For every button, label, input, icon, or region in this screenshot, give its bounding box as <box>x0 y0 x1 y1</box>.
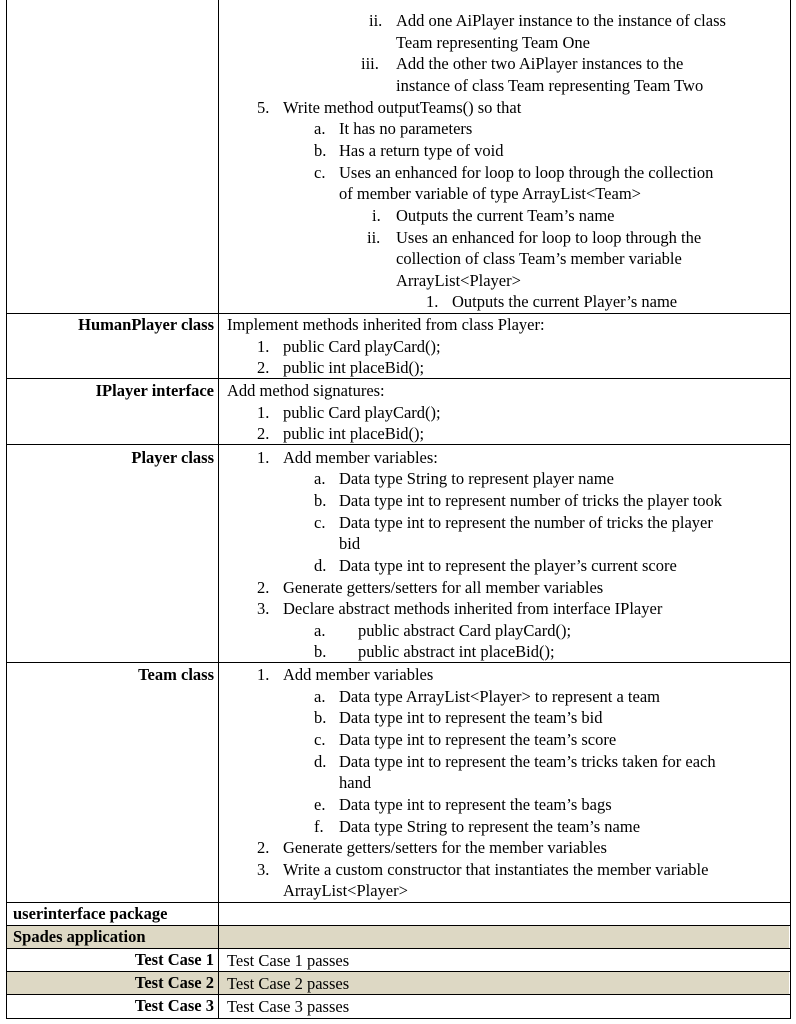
list-marker: d. <box>314 556 327 575</box>
list-item-text: collection of class Team’s member variable <box>396 249 682 268</box>
list-item-text: Data type int to represent the team’s bid <box>339 708 603 727</box>
list-marker: b. <box>314 642 327 661</box>
list-item-text: public Card playCard(); <box>283 337 441 356</box>
row-intro: Add method signatures: <box>227 381 385 400</box>
row-intro: Implement methods inherited from class Player: <box>227 315 545 334</box>
list-item-text: ArrayList<Player> <box>396 271 521 290</box>
list-marker: a. <box>314 119 326 138</box>
list-marker: ii. <box>367 228 381 247</box>
list-marker: a. <box>314 687 326 706</box>
list-item-text: instance of class Team representing Team Two <box>396 76 704 95</box>
list-marker: 3. <box>257 599 270 618</box>
list-item-text: Team representing Team One <box>396 33 590 52</box>
list-marker: e. <box>314 795 326 814</box>
list-marker: 2. <box>257 838 270 857</box>
list-item-text: Data type ArrayList<Player> to represent a team <box>339 687 660 706</box>
row-label: HumanPlayer class <box>78 315 214 334</box>
list-marker: 2. <box>257 424 270 443</box>
list-marker: ii. <box>369 11 383 30</box>
list-item-text: of member variable of type ArrayList<Team> <box>339 184 641 203</box>
list-item-text: hand <box>339 773 372 792</box>
list-marker: d. <box>314 752 327 771</box>
list-marker: 1. <box>257 337 270 356</box>
list-item-text: bid <box>339 534 361 553</box>
list-marker: i. <box>372 206 381 225</box>
test-case-result: Test Case 3 passes <box>227 997 350 1016</box>
list-item-text: public abstract int placeBid(); <box>358 642 555 661</box>
list-marker: a. <box>314 621 326 640</box>
list-marker: c. <box>314 730 326 749</box>
list-marker: iii. <box>361 54 379 73</box>
list-item-text: Uses an enhanced for loop to loop through the collection <box>339 163 714 182</box>
list-item-text: Data type int to represent the number of tricks the player <box>339 513 713 532</box>
list-item-text: Declare abstract methods inherited from interface IPlayer <box>283 599 663 618</box>
row-divider <box>6 971 790 972</box>
row-divider <box>6 994 790 995</box>
row-divider <box>6 1018 790 1019</box>
list-marker: 1. <box>426 292 439 311</box>
list-item-text: Data type int to represent the team’s bags <box>339 795 612 814</box>
list-item-text: public int placeBid(); <box>283 358 425 377</box>
test-case-label: Test Case 3 <box>134 996 214 1015</box>
list-item-text: Outputs the current Player’s name <box>452 292 678 311</box>
list-item-text: Add one AiPlayer instance to the instance of class <box>396 11 726 30</box>
list-marker: b. <box>314 708 327 727</box>
list-item-text: public abstract Card playCard(); <box>358 621 572 640</box>
list-marker: 2. <box>257 578 270 597</box>
list-item-text: Write method outputTeams() so that <box>283 98 522 117</box>
row-label: Team class <box>138 665 214 684</box>
list-item-text: Data type String to represent player name <box>339 469 614 488</box>
spades-application-label: Spades application <box>13 927 146 946</box>
list-marker: b. <box>314 491 327 510</box>
row-label: IPlayer interface <box>95 381 214 400</box>
list-marker: b. <box>314 141 327 160</box>
list-item-text: Has a return type of void <box>339 141 504 160</box>
list-item-text: Generate getters/setters for all member variables <box>283 578 604 597</box>
list-marker: 1. <box>257 665 270 684</box>
test-case-label: Test Case 2 <box>134 973 214 992</box>
list-item-text: Add member variables <box>283 665 434 684</box>
userinterface-package-label: userinterface package <box>13 904 168 923</box>
test-case-result: Test Case 1 passes <box>227 951 350 970</box>
list-item-text: It has no parameters <box>339 119 473 138</box>
list-marker: c. <box>314 163 326 182</box>
list-item-text: ArrayList<Player> <box>283 881 408 900</box>
list-marker: f. <box>314 817 324 836</box>
list-item-text: Data type int to represent the player’s current score <box>339 556 677 575</box>
list-marker: c. <box>314 513 326 532</box>
list-item-text: Generate getters/setters for the member variables <box>283 838 607 857</box>
row-divider <box>6 948 790 949</box>
list-marker: 3. <box>257 860 270 879</box>
list-marker: a. <box>314 469 326 488</box>
list-item-text: Data type int to represent number of tricks the player took <box>339 491 723 510</box>
column-divider <box>218 0 219 1019</box>
list-item-text: Add the other two AiPlayer instances to the <box>396 54 684 73</box>
row-label: Player class <box>131 448 214 467</box>
list-marker: 5. <box>257 98 270 117</box>
list-item-text: Data type int to represent the team’s score <box>339 730 617 749</box>
list-item-text: Data type String to represent the team’s name <box>339 817 641 836</box>
list-item-text: Outputs the current Team’s name <box>396 206 615 225</box>
test-case-label: Test Case 1 <box>134 950 214 969</box>
list-marker: 1. <box>257 403 270 422</box>
list-marker: 2. <box>257 358 270 377</box>
list-item-text: public int placeBid(); <box>283 424 425 443</box>
list-item-text: Add member variables: <box>283 448 438 467</box>
test-case-result: Test Case 2 passes <box>227 974 350 993</box>
list-item-text: Uses an enhanced for loop to loop through the <box>396 228 702 247</box>
list-item-text: public Card playCard(); <box>283 403 441 422</box>
list-item-text: Write a custom constructor that instantiates the member variable <box>283 860 709 879</box>
list-item-text: Data type int to represent the team’s tricks taken for each <box>339 752 716 771</box>
list-marker: 1. <box>257 448 270 467</box>
